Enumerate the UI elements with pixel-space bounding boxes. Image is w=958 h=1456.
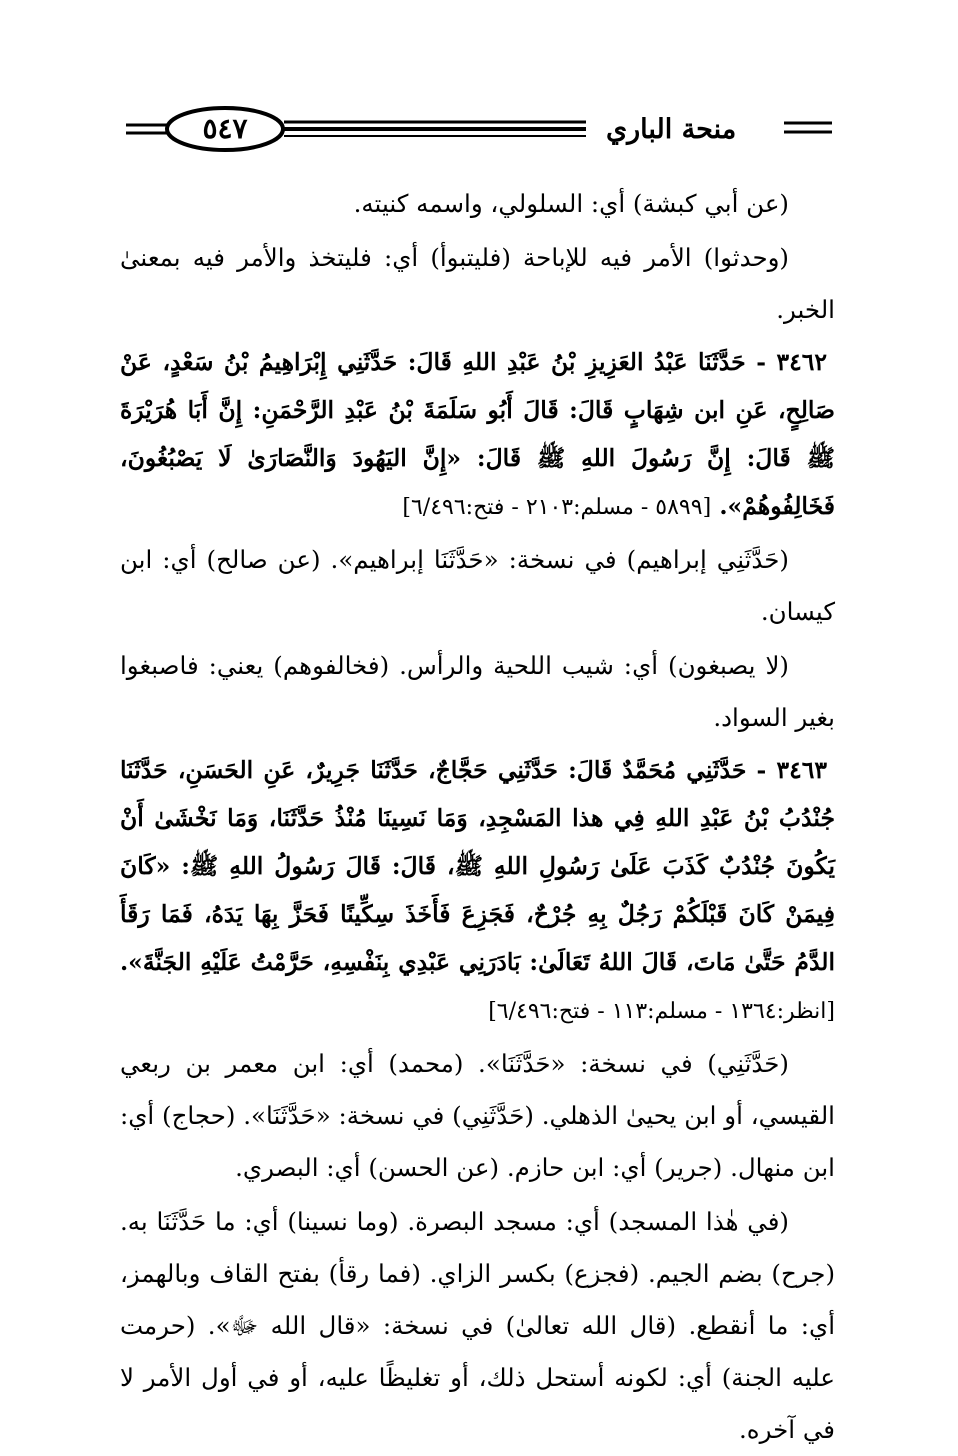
hadith-number: ٣٤٦٣ [776, 756, 827, 784]
page-body [120, 178, 835, 1444]
hadith-paragraph: ٣٤٦٣ - حَدَّثَنِي مُحَمَّدٌ قَالَ: حَدَّثَنِي حَجَّاجٌ، حَدَّثَنَا جَرِيرٌ، عَنِ الحَسَنِ، حَدَّثَنَا جُنْدُبُ بْنُ عَبْدِ اللهِ فِي هذا المَسْجِدِ، وَمَا نَسِينَا مُنْذُ حَدَّثَنَا، وَمَا نَخْشَىٰ أَنْ يَكُونَ جُنْدُبٌ كَذَبَ عَلَىٰ رَسُولِ اللهِ ﷺ، قَالَ: قَالَ رَسُولُ اللهِ ﷺ: «كَانَ فِيمَنْ كَانَ قَبْلَكُمْ رَجُلٌ بِهِ جُرْحٌ، فَجَزِعَ فَأَخَذَ سِكِّينًا فَحَزَّ بِهَا يَدَهُ، فَمَا رَقَأَ الدَّمُ حَتَّىٰ مَاتَ، قَالَ اللهُ تَعَالَىٰ: بَادَرَنِي عَبْدِي بِنَفْسِهِ، حَرَّمْتُ عَلَيْهِ الجَنَّةَ». [انظر:١٣٦٤ - مسلم:١١٣ - فتح:٦/٤٩٦] [120, 756, 835, 1024]
commentary-paragraph: (وحدثوا) الأمر فيه للإباحة (فليتبوأ) أي: فليتخذ والأمر فيه بمعنىٰ الخبر. [120, 243, 835, 324]
commentary-paragraph: (في هٰذا المسجد) أي: مسجد البصرة. (وما نسينا) أي: ما حَدَّثَنَا به. (جرح) بضم الجيم. (فجزع) بكسر الزاي. (فما رقأ) بفتح القاف وبالهمز، أي: ما أنقطع. (قال الله تعالىٰ) في نسخة: «قال الله ﷻ». (حرمت عليه الجنة) أي: لكونه أستحل ذلك، أو تغليظًا عليه، أو في أول الأمر لا في آخره. [120, 1207, 835, 1444]
page-number: ٥٤٧ [202, 112, 248, 145]
hadith-reference: [٥٨٩٩ - مسلم:٢١٠٣ - فتح:٦/٤٩٦] [402, 495, 712, 520]
book-title: منحة الباري [606, 114, 737, 145]
hadith-paragraph: ٣٤٦٢ - حَدَّثَنَا عَبْدُ العَزِيزِ بْنُ عَبْدِ اللهِ قَالَ: حَدَّثَنِي إِبْرَاهِيمُ بْنُ سَعْدٍ، عَنْ صَالِحٍ، عَنِ ابن شِهَابٍ قَالَ: قَالَ أَبُو سَلَمَةَ بْنُ عَبْدِ الرَّحْمَنِ: إِنَّ أَبَا هُرَيْرَةَ ﷺ قَالَ: إِنَّ رَسُولَ اللهِ ﷺ قَالَ: «إِنَّ اليَهُودَ وَالنَّصَارَىٰ لَا يَصْبُغُونَ، فَخَالِفُوهُمْ». [٥٨٩٩ - مسلم:٢١٠٣ - فتح:٦/٤٩٦] [120, 348, 835, 520]
commentary-paragraph: (عن أبي كبشة) أي: السلولي، واسمه كنيته. [353, 189, 789, 218]
hadith-reference: [انظر:١٣٦٤ - مسلم:١١٣ - فتح:٦/٤٩٦] [488, 999, 835, 1024]
page-header [118, 98, 834, 160]
hadith-text: حَدَّثَنَا عَبْدُ العَزِيزِ بْنُ عَبْدِ اللهِ قَالَ: حَدَّثَنِي إِبْرَاهِيمُ بْنُ سَعْدٍ، عَنْ صَالِحٍ، عَنِ ابن شِهَابٍ قَالَ: قَالَ أَبُو سَلَمَةَ بْنُ عَبْدِ الرَّحْمَنِ: إِنَّ أَبَا هُرَيْرَةَ ﷺ قَالَ: إِنَّ رَسُولَ اللهِ ﷺ قَالَ: «إِنَّ اليَهُودَ وَالنَّصَارَىٰ لَا يَصْبُغُونَ، فَخَالِفُوهُمْ». [120, 348, 835, 520]
hadith-number: ٣٤٦٢ [776, 348, 827, 376]
commentary-paragraph: (حَدَّثَنِي إبراهيم) في نسخة: «حَدَّثَنَا إبراهيم». (عن صالح) أي: ابن كيسان. [120, 545, 835, 626]
commentary-paragraph: (لا يصبغون) أي: شيب اللحية والرأس. (فخالفوهم) يعني: فاصبغوا بغير السواد. [120, 651, 835, 732]
commentary-paragraph: (حَدَّثَنِي) في نسخة: «حَدَّثَنَا». (محمد) أي: ابن معمر بن ربعي القيسي، أو ابن يحيىٰ الذهلي. (حَدَّثَنِي) في نسخة: «حَدَّثَنَا». (حجاج) أي: ابن منهال. (جرير) أي: ابن حازم. (عن الحسن) أي: البصري. [120, 1049, 835, 1182]
hadith-text: حَدَّثَنِي مُحَمَّدٌ قَالَ: حَدَّثَنِي حَجَّاجٌ، حَدَّثَنَا جَرِيرٌ، عَنِ الحَسَنِ، حَدَّثَنَا جُنْدُبُ بْنُ عَبْدِ اللهِ فِي هذا المَسْجِدِ، وَمَا نَسِينَا مُنْذُ حَدَّثَنَا، وَمَا نَخْشَىٰ أَنْ يَكُونَ جُنْدُبٌ كَذَبَ عَلَىٰ رَسُولِ اللهِ ﷺ، قَالَ: قَالَ رَسُولُ اللهِ ﷺ: «كَانَ فِيمَنْ كَانَ قَبْلَكُمْ رَجُلٌ بِهِ جُرْحٌ، فَجَزِعَ فَأَخَذَ سِكِّينًا فَحَزَّ بِهَا يَدَهُ، فَمَا رَقَأَ الدَّمُ حَتَّىٰ مَاتَ، قَالَ اللهُ تَعَالَىٰ: بَادَرَنِي عَبْدِي بِنَفْسِهِ، حَرَّمْتُ عَلَيْهِ الجَنَّةَ». [120, 756, 835, 976]
